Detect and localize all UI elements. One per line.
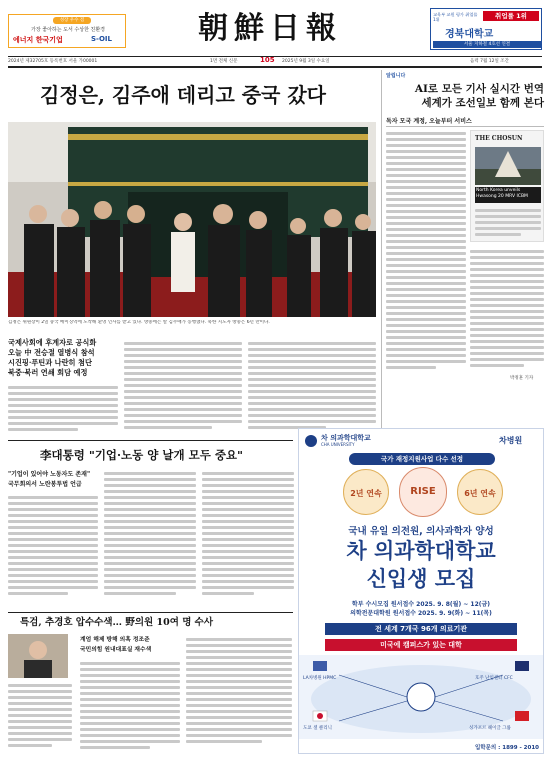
masthead-info-left: 2024년 제32705호 등록번호 서울 가00001 — [8, 59, 98, 64]
ad-left-logo: S-OIL — [91, 35, 112, 43]
ad-ribbon-1: 전 세계 7개국 96개 의료기관 — [325, 623, 517, 635]
ad-contact: 입학문의 : 1899 - 2010 — [474, 745, 539, 751]
ad-right-badge: 취업률 1위 — [483, 11, 539, 21]
masthead-ad-right[interactable] — [430, 8, 542, 50]
newspaper-title: 朝鮮日報 — [198, 11, 342, 46]
story3-rule — [8, 612, 293, 613]
lead-photo — [8, 122, 376, 317]
ad-badge-1-label: 2년 연속 — [350, 489, 382, 498]
story3-sub1: 계엄 해제 방해 의혹 정조준 — [80, 637, 150, 643]
ad-ribbon-2: 미국에 캠퍼스가 있는 대학 — [325, 639, 517, 651]
lead-headline[interactable]: 김정은, 김주애 데리고 중국 갔다 — [40, 83, 326, 107]
ad-badge-3 — [457, 469, 503, 515]
advertisement[interactable] — [298, 428, 544, 754]
story3-body-col3 — [186, 636, 292, 752]
ad-logo-icon — [305, 435, 317, 447]
ad-badge-3-label: 6년 연속 — [464, 489, 496, 498]
ad-badge-2-label: RISE — [410, 486, 436, 497]
ad-right-line2: 서울 지하철 4호선 연결 — [433, 41, 541, 48]
lead-body-col1 — [8, 384, 118, 434]
ad-badge-1 — [343, 469, 389, 515]
ad-left-line1: 가장 좋아하는 도서 수상한 친환경 — [31, 27, 105, 33]
story3-headline[interactable]: 특검, 추경호 압수수색… 野의원 10여 명 수사 — [20, 617, 214, 628]
ad-schedule-1: 학부 수시모집 원서접수 2025. 9. 8(월) ~ 12(금) — [351, 601, 491, 608]
lead-body-col3 — [248, 340, 376, 434]
ad-logo-right: 차병원 — [499, 436, 523, 445]
side-tag: 알립니다 — [386, 73, 406, 79]
story2-headline[interactable]: 李대통령 "기업·노동 양 날개 모두 중요" — [40, 448, 244, 462]
story3-sub2: 국민의힘 원내대표실 재수색 — [80, 647, 152, 653]
story2-body-col3 — [202, 470, 294, 606]
lead-photo-caption: 김정은 위원장이 2일 중국 베이징역에 도착해 환영 인사를 받고 있다. 방중에는 딸 김주애가 동행했다. 북한 지도자 방중은 6년 만이다. — [8, 320, 270, 325]
ad-banner: 국가 재정지원사업 다수 선정 — [349, 453, 495, 465]
ad-title-2: 신입생 모집 — [366, 567, 476, 591]
ad-badge-2 — [399, 467, 447, 517]
masthead-date: 2025년 9월 3일 수요일 — [282, 59, 330, 64]
ad-line1: 국내 유일 의전원, 의사과학자 양성 — [348, 526, 494, 537]
side-divider — [381, 70, 382, 440]
masthead-rule — [8, 56, 542, 57]
lead-sub2: 오늘 中 전승절 열병식 참석 — [8, 348, 95, 357]
ad-logo-left-en: CHA UNIVERSITY — [321, 442, 355, 447]
ad-schedule-2: 의학전문대학원 원서접수 2025. 9. 9(화) ~ 11(목) — [350, 610, 492, 617]
story2-sub1: "기업이 있어야 노동자도 존재" — [8, 471, 91, 478]
ad-hospital-2: 도쿄 셀 클리닉 — [303, 726, 332, 731]
ad-right-line1: 교육부 교원 평가 취업률 1위 — [433, 12, 478, 22]
side-body-left — [386, 130, 466, 380]
story3-body-col2 — [80, 660, 180, 752]
ad-hospital-3: 호주 난임센터 CFC — [475, 676, 513, 681]
story2-sub2: 국무회의서 노란봉투법 언급 — [8, 481, 82, 488]
story3-body-col1 — [8, 682, 72, 752]
story2-rule — [8, 440, 293, 441]
phone-caption: North Korea unveils Hwasong 20 MRV ICBM — [475, 187, 541, 203]
ad-left-brand: 에너지 한국기업 — [13, 36, 63, 44]
side-logo: THE CHOSUN — [475, 135, 523, 142]
side-byline: 박정훈 기자 — [510, 376, 534, 381]
ad-right-school: 경북대학교 — [445, 29, 494, 40]
side-body-right — [470, 248, 544, 378]
side-headline-2[interactable]: 세계가 조선일보 함께 본다 — [421, 97, 544, 109]
masthead-ad-left[interactable] — [8, 14, 126, 48]
phone-photo — [475, 147, 541, 185]
side-phone-graphic — [470, 130, 544, 242]
side-rule — [386, 126, 544, 127]
lead-body-col2 — [124, 340, 242, 434]
masthead-info-mid: 1면 전체 신문 — [210, 59, 238, 64]
ad-left-tag: 성장 우수 점 — [53, 17, 91, 24]
ad-title-1: 차 의과학대학교 — [346, 539, 496, 563]
ad-hospital-4: 싱가포르 헤이글 그룹 — [469, 726, 511, 731]
ad-hospital-1: LA차병원 HPMC — [303, 676, 337, 681]
side-headline-1[interactable]: AI로 모든 기사 실시간 번역 — [414, 83, 544, 95]
story2-body-col1 — [8, 494, 98, 606]
lead-sub1: 국제사회에 후계자로 공식화 — [8, 338, 97, 347]
issue-number: 105 — [260, 56, 275, 64]
story2-body-col2 — [104, 470, 196, 606]
lead-sub3: 시진핑·푸틴과 나란히 첨단 — [8, 358, 92, 367]
lead-sub4: 북중·북러 연쇄 회담 예정 — [8, 368, 88, 377]
masthead-rule-bottom — [8, 66, 542, 68]
ad-logo-left: 차 의과학대학교 — [321, 434, 371, 442]
masthead-info-right: 음력 7월 12일 조간 — [470, 59, 509, 64]
side-subhead: 독자 모국 계정, 오늘부터 서비스 — [386, 118, 472, 125]
story3-photo — [8, 634, 68, 678]
